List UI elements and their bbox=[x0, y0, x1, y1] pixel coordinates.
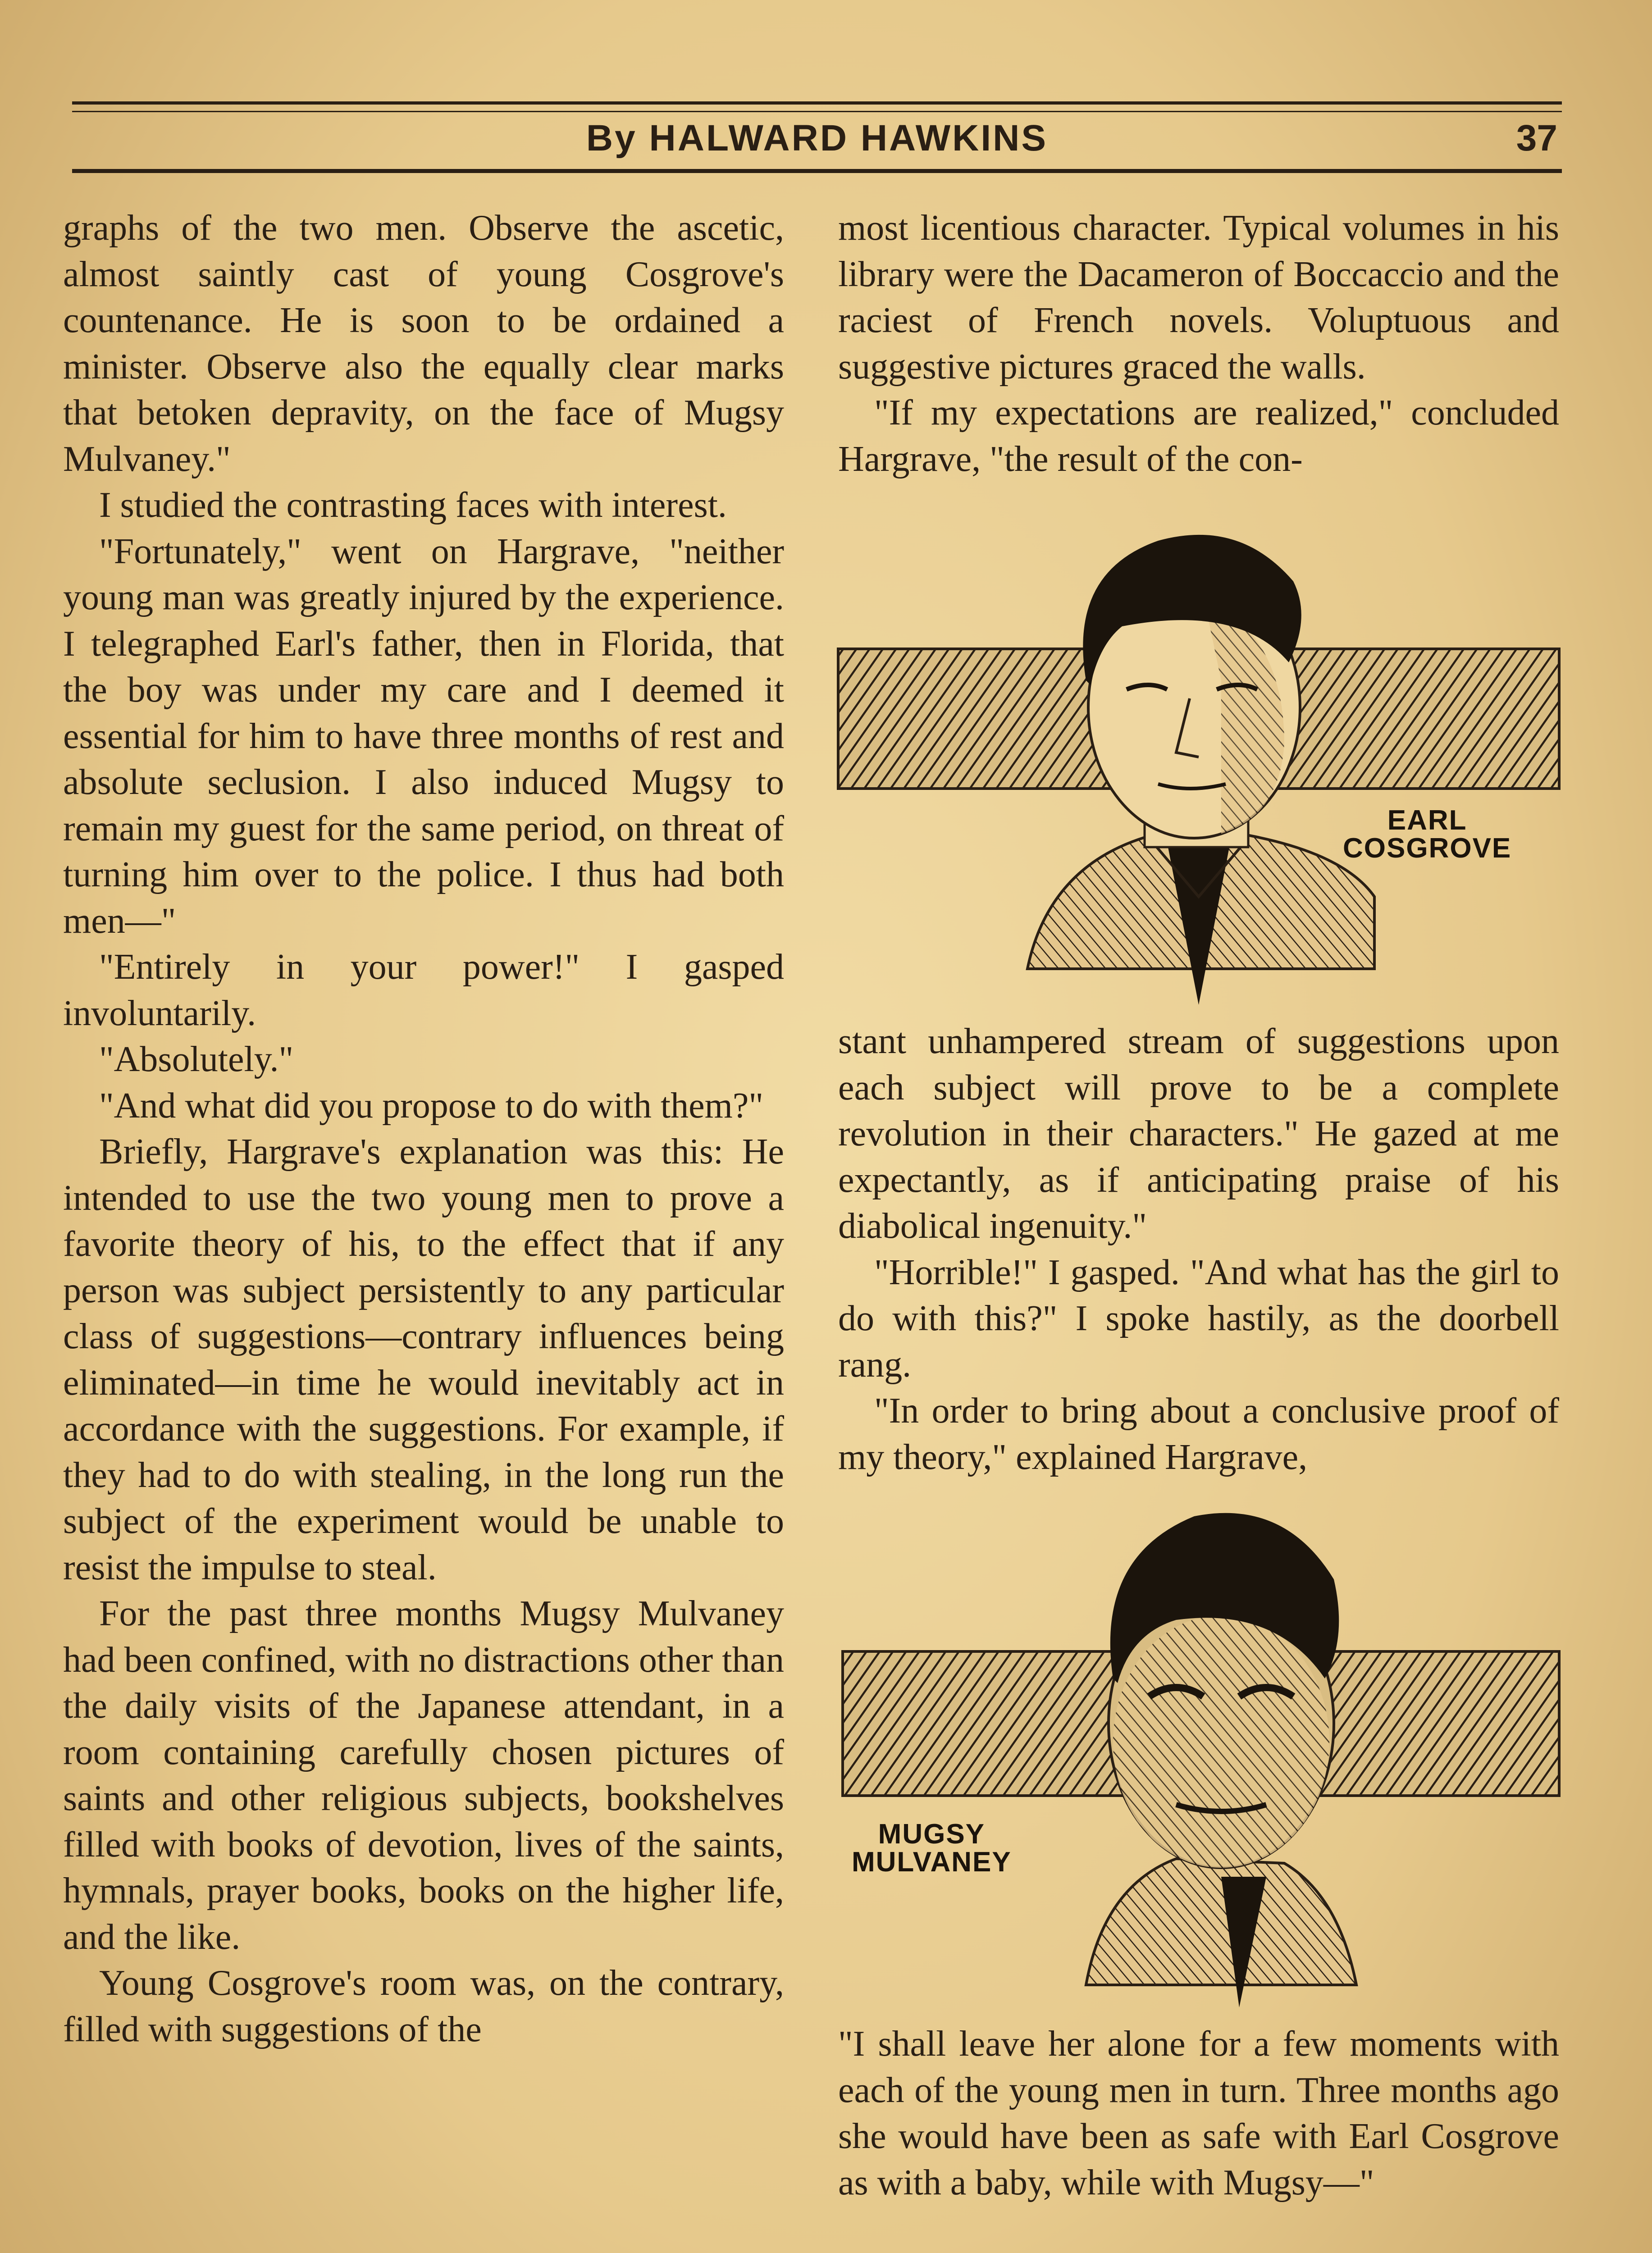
paragraph: "Fortunately," went on Hargrave, "neither young man was greatly injured by the experience. I telegraphed Earl's father, then in Florida, that the boy was under my care and I deemed it essential for him to have three months of rest and absolute seclusion. I also induced Mugsy to remain my guest for the same period, on threat of turning him over to the police. I thus had both men—" bbox=[63, 531, 784, 941]
portrait-mugsy-mulvaney-image bbox=[834, 1489, 1564, 2016]
paragraph: "And what did you propose to do with them?" bbox=[99, 1085, 764, 1126]
paragraph: "If my expectations are realized," concluded Hargrave, "the result of the con- bbox=[838, 393, 1559, 479]
running-header bbox=[72, 113, 1562, 167]
paragraph: stant unhampered stream of suggestions upon each subject will prove to be a complete revolution in their characters." He gazed at me expectantly, as if anticipating praise of his diabolical ingenuity." bbox=[838, 1022, 1559, 1246]
paragraph: most licentious character. Typical volumes in his library were the Dacameron of Boccaccio and the raciest of French novels. Voluptuous and suggestive pictures graced the walls. bbox=[838, 208, 1559, 387]
right-column bbox=[838, 205, 1559, 2206]
illustration-earl-cosgrove bbox=[834, 491, 1564, 1014]
paragraph: graphs of the two men. Observe the ascetic, almost saintly cast of young Cosgrove's countenance. He is soon to be ordained a minister. Observe also the equally clear marks that betoken depravity, on the face of Mugsy Mulvaney." bbox=[63, 208, 784, 479]
portrait-earl-cosgrove-image bbox=[834, 491, 1564, 1014]
page-number: 37 bbox=[1516, 118, 1557, 159]
paragraph: I studied the contrasting faces with interest. bbox=[99, 485, 727, 525]
caption-earl-cosgrove: EARL COSGROVE bbox=[1343, 805, 1512, 864]
paragraph: "In order to bring about a conclusive proof of my theory," explained Hargrave, bbox=[838, 1391, 1559, 1477]
left-column bbox=[63, 205, 784, 2253]
paragraph: Young Cosgrove's room was, on the contrary, filled with suggestions of the bbox=[63, 1963, 784, 2049]
paragraph: "Absolutely." bbox=[99, 1040, 294, 1079]
illustration-mugsy-mulvaney bbox=[834, 1489, 1564, 2016]
paragraph: For the past three months Mugsy Mulvaney had been confined, with no distractions other than the daily visits of the Japanese attendant, in a room containing carefully chosen pictures of saints and other religious subjects, bookshelves filled with books of devotion, lives of the saints, hymnals, prayer books, books on the higher life, and the like. bbox=[63, 1594, 784, 1957]
paragraph: "Horrible!" I gasped. "And what has the girl to do with this?" I spoke hastily, as the doorbell rang. bbox=[838, 1252, 1559, 1385]
byline: By HALWARD HAWKINS bbox=[586, 118, 1048, 159]
caption-mugsy-mulvaney: MUGSY MULVANEY bbox=[852, 1819, 1012, 1878]
paragraph: "Entirely in your power!" I gasped involuntarily. bbox=[63, 947, 784, 1033]
paragraph: "I shall leave her alone for a few moments with each of the young men in turn. Three months ago she would have been as safe with Earl Cosgrove as with a baby, while with Mugsy—" bbox=[838, 2024, 1559, 2203]
header-bottom-rule bbox=[72, 169, 1562, 173]
paragraph: Briefly, Hargrave's explanation was this: He intended to use the two young men to prove a favorite theory of his, to the effect that if any person was subject persistently to any particular class of suggestions—contrary influences being eliminated—in time he would inevitably act in accordance with the suggestions. For example, if they had to do with stealing, in the long run the subject of the experiment would be unable to resist the impulse to steal. bbox=[63, 1132, 784, 1587]
